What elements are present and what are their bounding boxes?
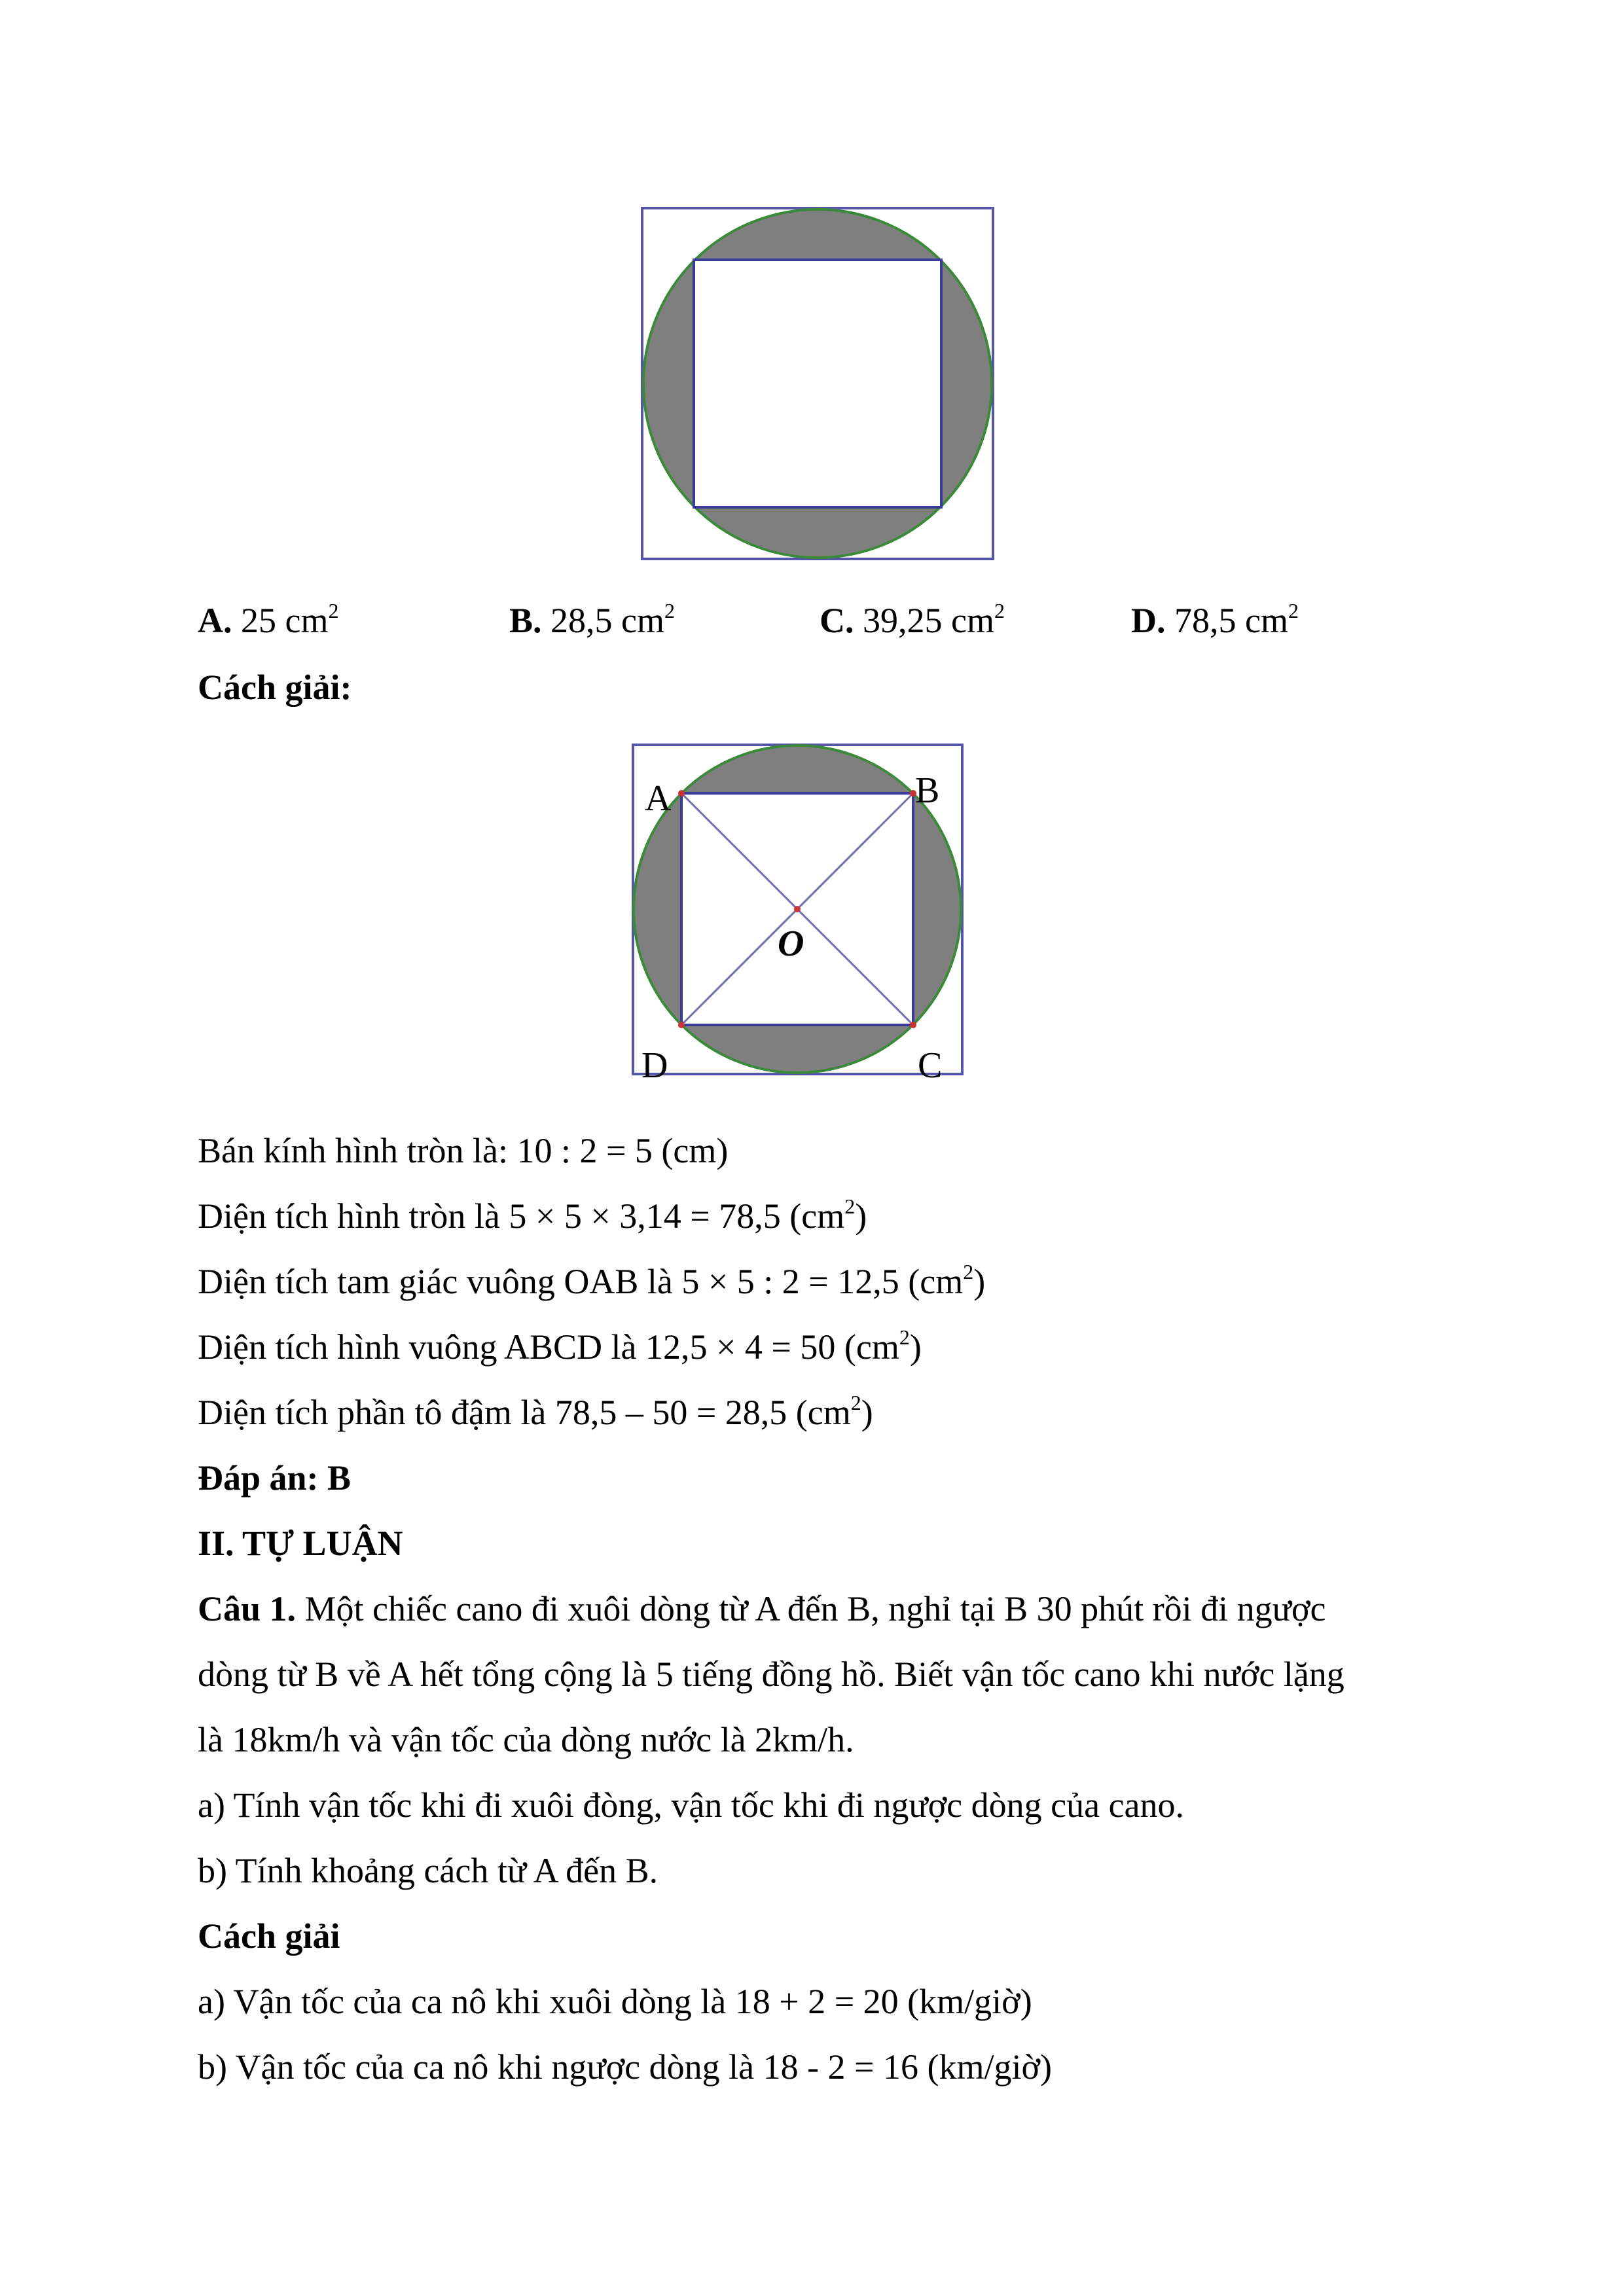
option-c: C. 39,25 $cm^2$ <box>820 599 1005 640</box>
inner-square <box>694 260 941 507</box>
problem1-line1: Câu 1. Một chiếc cano đi xuôi dòng từ A đến B, nghỉ tại B 30 phút rồi đi ngược <box>198 1589 1326 1628</box>
point-c <box>910 1022 916 1028</box>
problem1-solution-a: a) Vận tốc của ca nô khi xuôi dòng là 18 + 2 = 20 (km/giờ) <box>198 1982 1032 2021</box>
label-a: A <box>645 778 672 819</box>
step-4: Diện tích hình vuông ABCD là 12,5 × 4 = 50 $(cm^2)$ <box>198 1325 922 1367</box>
option-d: D. 78,5 $cm^2$ <box>1131 599 1299 640</box>
point-a <box>678 790 685 797</box>
step-5: Diện tích phần tô đậm là 78,5 – 50 = 28,5 $(cm^2)$ <box>198 1391 873 1432</box>
figure-circle-square <box>635 203 1001 569</box>
option-b: B. 28,5 $cm^2$ <box>509 599 676 640</box>
label-b: B <box>915 770 940 811</box>
section-title: II. TỰ LUẬN <box>198 1524 403 1563</box>
point-d <box>678 1022 685 1028</box>
label-d: D <box>641 1045 668 1086</box>
option-a: A. 25 $cm^2$ <box>198 599 339 640</box>
label-o: O <box>778 924 804 964</box>
step-2: Diện tích hình tròn là 5 × 5 × 3,14 = 78,5 $(cm^2)$ <box>198 1194 867 1236</box>
problem1-line2: dòng từ B về A hết tổng cộng là 5 tiếng đồng hồ. Biết vận tốc cano khi nước lặng <box>198 1655 1344 1694</box>
problem1-line3: là 18km/h và vận tốc của dòng nước là 2km/h. <box>198 1720 854 1759</box>
point-o <box>794 906 801 912</box>
figure-labeled-square <box>622 736 975 1090</box>
step-1: Bán kính hình tròn là: 10 : 2 = 5 (cm) <box>198 1131 729 1170</box>
problem1-part-a: a) Tính vận tốc khi đi xuôi đòng, vận tốc khi đi ngược dòng của cano. <box>198 1785 1185 1825</box>
problem1-solution-b: b) Vận tốc của ca nô khi ngược dòng là 18 - 2 = 16 (km/giờ) <box>198 2047 1053 2087</box>
label-c: C <box>918 1045 943 1086</box>
problem1-solution-heading: Cách giải <box>198 1916 340 1956</box>
step-3: Diện tích tam giác vuông OAB là 5 × 5 : 2 = 12,5 $(cm^2)$ <box>198 1260 986 1301</box>
problem1-part-b: b) Tính khoảng cách từ A đến B. <box>198 1851 659 1890</box>
answer: Đáp án: B <box>198 1458 352 1498</box>
solution-heading: Cách giải: <box>198 668 352 707</box>
